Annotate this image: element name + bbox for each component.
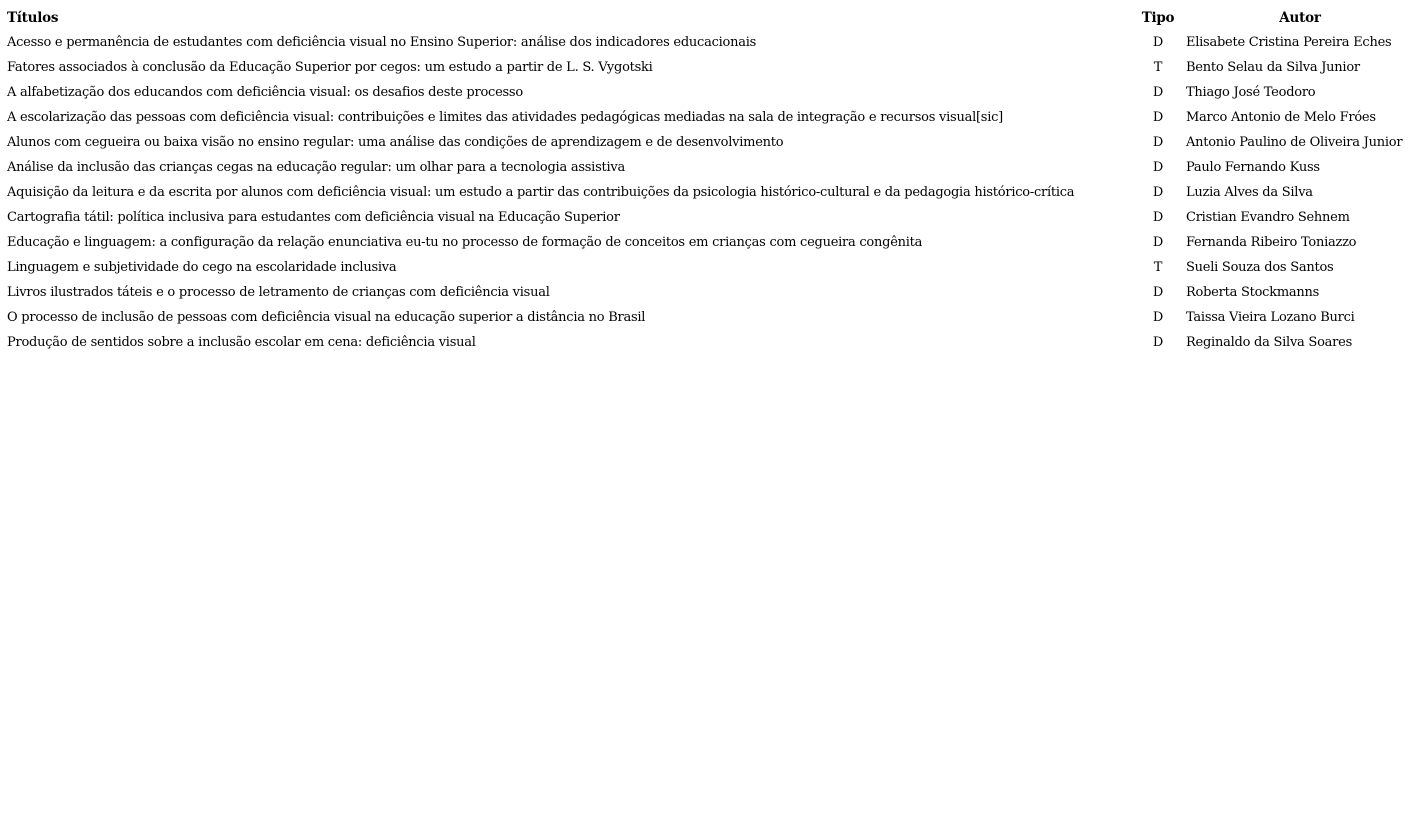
row-type: D bbox=[1152, 185, 1164, 200]
row-title: O processo de inclusão de pessoas com deficiência visual na educação superior a distância no Brasil bbox=[7, 310, 646, 325]
row-author: Cristian Evandro Sehnem bbox=[1186, 210, 1350, 225]
row-author: Elisabete Cristina Pereira Eches bbox=[1186, 35, 1392, 50]
row-author: Marco Antonio de Melo Fróes bbox=[1186, 110, 1376, 125]
table-row bbox=[4, 105, 1417, 130]
row-title: Análise da inclusão das crianças cegas na educação regular: um olhar para a tecnologia assistiva bbox=[7, 160, 625, 175]
row-type: D bbox=[1152, 110, 1164, 125]
row-type: D bbox=[1152, 160, 1164, 175]
row-title: Educação e linguagem: a configuração da relação enunciativa eu-tu no processo de formação de conceitos em crianças com cegueira congênita bbox=[7, 235, 923, 250]
table-row bbox=[4, 155, 1417, 180]
table-body bbox=[4, 30, 1417, 355]
table-row bbox=[4, 130, 1417, 155]
table-row bbox=[4, 280, 1417, 305]
row-title: Linguagem e subjetividade do cego na escolaridade inclusiva bbox=[7, 260, 397, 275]
header-author: Autor bbox=[1279, 10, 1321, 26]
row-title: Acesso e permanência de estudantes com deficiência visual no Ensino Superior: análise dos indicadores educacionais bbox=[7, 35, 757, 50]
row-author: Fernanda Ribeiro Toniazzo bbox=[1186, 235, 1357, 250]
row-title: Produção de sentidos sobre a inclusão escolar em cena: deficiência visual bbox=[7, 335, 476, 350]
row-title: Fatores associados à conclusão da Educação Superior por cegos: um estudo a partir de L. S. Vygotski bbox=[7, 60, 653, 75]
theses-table bbox=[4, 6, 1417, 355]
row-author: Sueli Souza dos Santos bbox=[1186, 260, 1334, 275]
row-title: A alfabetização dos educandos com deficiência visual: os desafios deste processo bbox=[7, 85, 523, 100]
row-type: D bbox=[1152, 35, 1164, 50]
row-title: A escolarização das pessoas com deficiência visual: contribuições e limites das atividades pedagógicas mediadas na sala de integração e recursos visual[sic] bbox=[7, 110, 1003, 125]
row-type: D bbox=[1152, 85, 1164, 100]
row-type: D bbox=[1152, 285, 1164, 300]
row-type: D bbox=[1152, 335, 1164, 350]
table-row bbox=[4, 305, 1417, 330]
row-type: T bbox=[1153, 60, 1163, 75]
row-author: Antonio Paulino de Oliveira Junior bbox=[1186, 135, 1403, 150]
table-header-row bbox=[4, 6, 1417, 30]
table-row bbox=[4, 55, 1417, 80]
row-title: Alunos com cegueira ou baixa visão no ensino regular: uma análise das condições de aprendizagem e de desenvolvimento bbox=[7, 135, 784, 150]
row-author: Bento Selau da Silva Junior bbox=[1186, 60, 1360, 75]
row-type: D bbox=[1152, 210, 1164, 225]
row-title: Cartografia tátil: política inclusiva para estudantes com deficiência visual na Educação Superior bbox=[7, 210, 620, 225]
table-row bbox=[4, 205, 1417, 230]
row-type: D bbox=[1152, 310, 1164, 325]
theses-table-container bbox=[4, 6, 1417, 355]
table-row bbox=[4, 180, 1417, 205]
row-author: Thiago José Teodoro bbox=[1186, 85, 1316, 100]
row-author: Reginaldo da Silva Soares bbox=[1186, 335, 1352, 350]
table-row bbox=[4, 80, 1417, 105]
table-row bbox=[4, 255, 1417, 280]
row-author: Luzia Alves da Silva bbox=[1186, 185, 1313, 200]
row-type: D bbox=[1152, 235, 1164, 250]
table-row bbox=[4, 330, 1417, 355]
row-title: Livros ilustrados táteis e o processo de letramento de crianças com deficiência visual bbox=[7, 285, 550, 300]
table-row bbox=[4, 230, 1417, 255]
row-author: Taissa Vieira Lozano Burci bbox=[1186, 310, 1355, 325]
row-type: D bbox=[1152, 135, 1164, 150]
header-type: Tipo bbox=[1141, 10, 1175, 26]
row-title: Aquisição da leitura e da escrita por alunos com deficiência visual: um estudo a partir das contribuições da psicologia histórico-cultural e da pedagogia histórico-crítica bbox=[7, 185, 1075, 200]
row-author: Paulo Fernando Kuss bbox=[1186, 160, 1320, 175]
row-author: Roberta Stockmanns bbox=[1186, 285, 1320, 300]
header-titles: Títulos bbox=[7, 10, 59, 26]
row-type: T bbox=[1153, 260, 1163, 275]
table-row bbox=[4, 30, 1417, 55]
